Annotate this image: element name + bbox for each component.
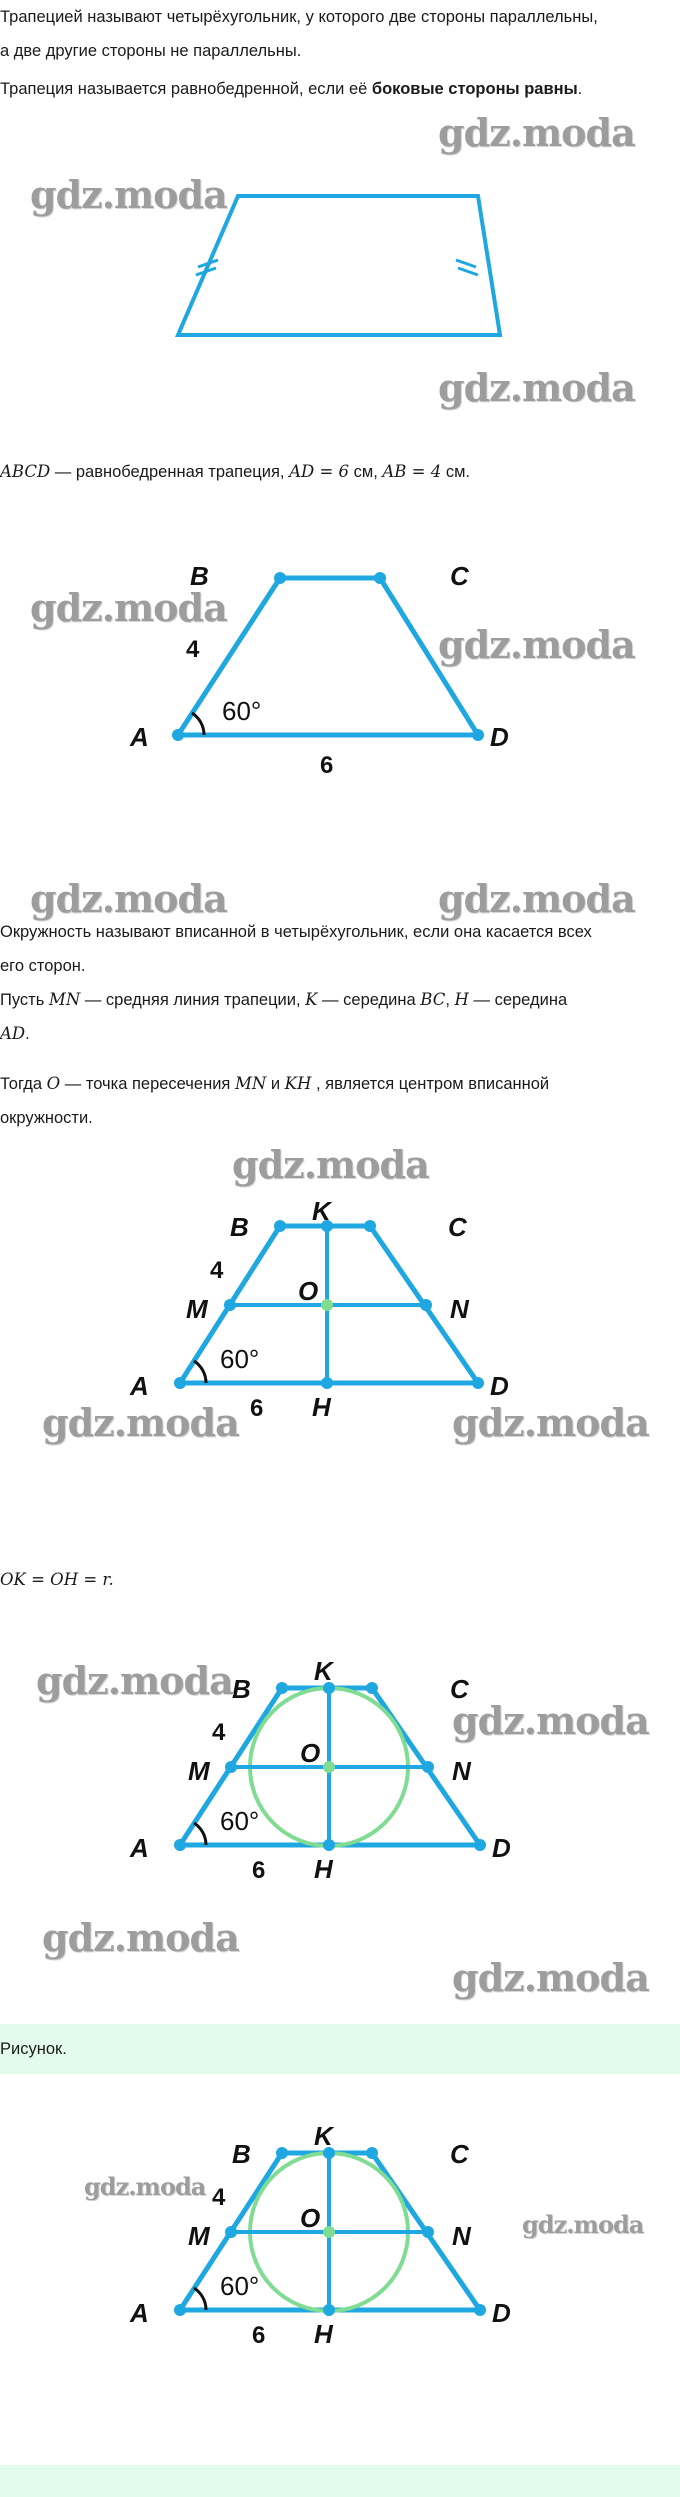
text-line: а две другие стороны не параллельны.: [0, 42, 302, 60]
text: см,: [349, 463, 383, 481]
text: Тогда: [0, 1075, 47, 1093]
math: KH: [284, 1074, 312, 1093]
definition-isosceles: [0, 72, 680, 106]
vertex-point: [374, 572, 386, 584]
math: H: [454, 990, 469, 1009]
point: [225, 1761, 237, 1773]
point: [422, 1761, 434, 1773]
definition-trapezoid: [0, 0, 680, 68]
watermark: gdz.moda: [438, 365, 635, 410]
midline-statement: [0, 983, 680, 1051]
label-k: K: [314, 2121, 333, 2151]
point: [225, 2226, 237, 2238]
figure-caption: Рисунок.: [0, 2040, 67, 2058]
text: см.: [441, 463, 471, 481]
label-side: 4: [212, 2184, 226, 2211]
point: [420, 1299, 432, 1311]
center-statement: [0, 1067, 680, 1135]
text: Трапеция называется равнобедренной, если её: [0, 80, 372, 98]
text-line: [0, 1067, 680, 1101]
label-d: D: [490, 722, 509, 752]
label-o: O: [300, 2203, 321, 2233]
label-c: C: [450, 1674, 469, 1704]
bold-text: боковые стороны равны: [371, 80, 578, 98]
label-angle: 60°: [220, 2271, 260, 2301]
label-k: K: [312, 1196, 331, 1226]
label-angle: 60°: [222, 696, 262, 726]
watermark: gdz.moda: [30, 876, 227, 921]
label-a: A: [130, 2298, 149, 2328]
text: — середина: [468, 991, 568, 1009]
point: [224, 1299, 236, 1311]
watermark: gdz.moda: [452, 1400, 649, 1445]
watermark: gdz.moda: [522, 2210, 644, 2239]
label-h: H: [312, 1392, 331, 1422]
label-h: H: [314, 1854, 333, 1884]
vertex-point: [172, 729, 184, 741]
text-line: его сторон.: [0, 957, 86, 975]
vertex-point: [274, 572, 286, 584]
watermark: gdz.moda: [438, 622, 635, 667]
watermark: gdz.moda: [84, 2172, 206, 2201]
math: AD: [0, 1024, 26, 1043]
point: [323, 1839, 335, 1851]
label-c: C: [450, 2139, 469, 2169]
vertex-point: [472, 729, 484, 741]
math: AD = 6: [289, 462, 350, 481]
math: MN: [48, 990, 81, 1009]
text: ,: [445, 991, 455, 1009]
point: [366, 2147, 378, 2159]
watermark: gdz.moda: [42, 1400, 239, 1445]
radius-equation: OK = OH = r.: [0, 1570, 114, 1589]
label-o: O: [300, 1738, 321, 1768]
label-b: B: [232, 1674, 251, 1704]
label-c: C: [450, 561, 469, 591]
math: O: [46, 1074, 61, 1093]
angle-arc: [194, 2288, 206, 2310]
label-a: A: [130, 722, 149, 752]
center-point: [321, 1299, 333, 1311]
watermark: gdz.moda: [232, 1142, 429, 1187]
label-n: N: [450, 1294, 469, 1324]
bottom-band: [0, 2465, 680, 2497]
angle-arc: [192, 713, 204, 735]
tick-mark: [458, 268, 478, 275]
text: Пусть: [0, 991, 49, 1009]
watermark: gdz.moda: [452, 1955, 649, 2000]
label-b: B: [232, 2139, 251, 2169]
label-h: H: [314, 2319, 333, 2349]
label-n: N: [452, 2221, 471, 2251]
text: — точка пересечения: [60, 1075, 235, 1093]
watermark: gdz.moda: [30, 172, 227, 217]
label-n: N: [452, 1756, 471, 1786]
text-line: Окружность называют вписанной в четырёхугольник, если она касается всех: [0, 923, 592, 941]
text-line: окружности.: [0, 1109, 93, 1127]
text: — средняя линия трапеции,: [80, 991, 306, 1009]
final-figure: [0, 2110, 680, 2380]
text-line: [0, 1017, 680, 1051]
point: [474, 2304, 486, 2316]
definition-inscribed: [0, 915, 680, 983]
watermark: gdz.moda: [30, 585, 227, 630]
center-point: [323, 1761, 335, 1773]
text: , является центром вписанной: [311, 1075, 550, 1093]
watermark: gdz.moda: [438, 110, 635, 155]
label-angle: 60°: [220, 1344, 260, 1374]
angle-arc: [194, 1361, 206, 1383]
label-base: 6: [320, 752, 334, 779]
point: [174, 1377, 186, 1389]
label-a: A: [130, 1371, 149, 1401]
midline-figure: [0, 1196, 680, 1422]
math: K: [305, 990, 318, 1009]
label-angle: 60°: [220, 1806, 260, 1836]
point: [174, 1839, 186, 1851]
point: [276, 1682, 288, 1694]
label-base: 6: [250, 1395, 264, 1422]
watermark: gdz.moda: [42, 1915, 239, 1960]
label-k: K: [314, 1656, 333, 1686]
point: [472, 1377, 484, 1389]
trapezoid-shape: [178, 196, 500, 335]
label-side: 4: [186, 636, 200, 663]
point: [474, 1839, 486, 1851]
figure-caption-band: [0, 2024, 680, 2074]
text-line: Трапецией называют четырёхугольник, у которого две стороны параллельны,: [0, 8, 598, 26]
label-side: 4: [212, 1719, 226, 1746]
point: [422, 2226, 434, 2238]
point: [364, 1220, 376, 1232]
watermark: gdz.moda: [36, 1658, 233, 1703]
point: [274, 1220, 286, 1232]
label-d: D: [492, 2298, 511, 2328]
label-base: 6: [252, 2322, 266, 2349]
math: AB = 4: [382, 462, 442, 481]
point: [174, 2304, 186, 2316]
label-m: M: [188, 1756, 210, 1786]
label-d: D: [492, 1833, 511, 1863]
watermark: gdz.moda: [452, 1698, 649, 1743]
point: [321, 1377, 333, 1389]
label-d: D: [490, 1371, 509, 1401]
watermark: gdz.moda: [438, 876, 635, 921]
center-point: [323, 2226, 335, 2238]
label-o: O: [298, 1276, 319, 1306]
label-c: C: [448, 1212, 467, 1242]
angle-arc: [194, 1823, 206, 1845]
text: .: [577, 80, 583, 98]
trapezoid-figure: [0, 180, 680, 350]
text: — середина: [317, 991, 421, 1009]
text: и: [266, 1075, 285, 1093]
point: [276, 2147, 288, 2159]
label-side: 4: [210, 1257, 224, 1284]
text-line: [0, 983, 680, 1017]
text: .: [25, 1025, 30, 1043]
given-statement: [0, 455, 680, 489]
label-b: B: [190, 561, 209, 591]
label-base: 6: [252, 1857, 266, 1884]
math: MN: [234, 1074, 267, 1093]
label-a: A: [130, 1833, 149, 1863]
tick-mark: [456, 260, 476, 267]
label-b: B: [230, 1212, 249, 1242]
math: BC: [420, 990, 446, 1009]
point: [366, 1682, 378, 1694]
point: [323, 2304, 335, 2316]
label-m: M: [188, 2221, 210, 2251]
math: ABCD: [0, 462, 51, 481]
label-m: M: [186, 1294, 208, 1324]
text: — равнобедренная трапеция,: [50, 463, 290, 481]
